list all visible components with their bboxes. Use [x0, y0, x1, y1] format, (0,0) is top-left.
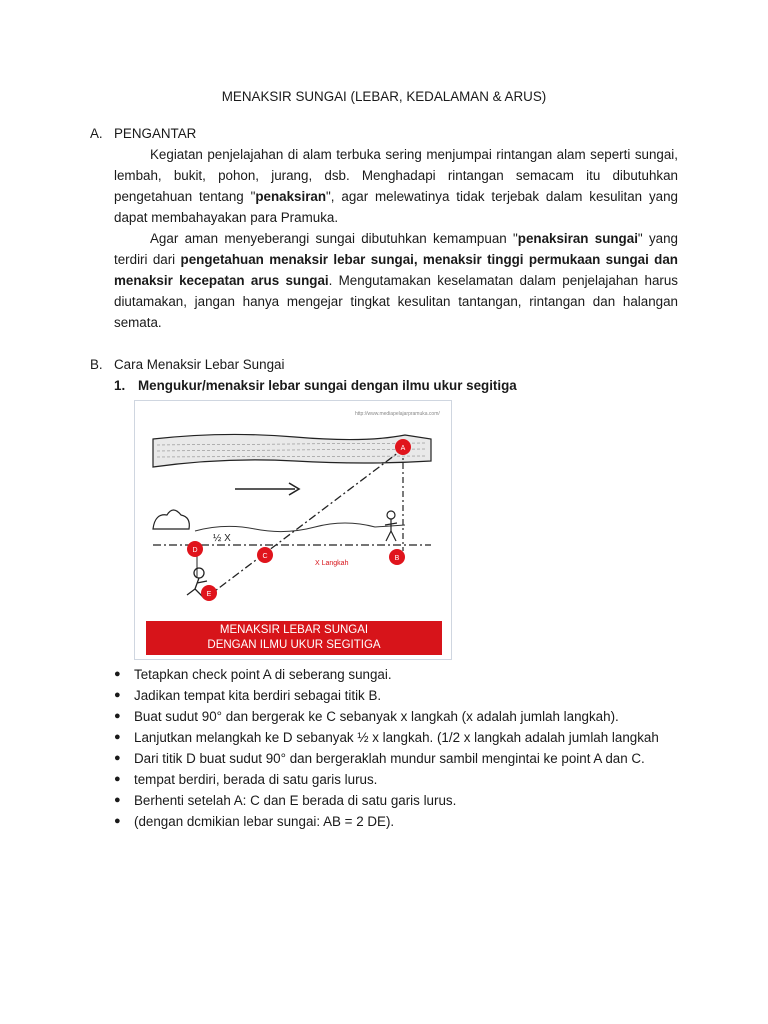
p2-text-1: Agar aman menyeberangi sungai dibutuhkan kemampuan " [150, 231, 518, 246]
line-eca [207, 449, 403, 597]
section-a-heading [90, 123, 678, 144]
river-flow-arrow-icon [235, 483, 299, 495]
river-width-diagram [134, 400, 452, 660]
list-item-text: Lanjutkan melangkah ke D sebanyak ½ x langkah. (1/2 x langkah adalah jumlah langkah [134, 730, 659, 745]
section-b-heading [90, 354, 678, 375]
p2-bold-1: penaksiran sungai [517, 231, 638, 246]
bullet-icon: ● [114, 752, 121, 764]
bullet-icon: ● [114, 689, 121, 701]
marker-e-label: E [206, 591, 212, 598]
section-b-label: B. [90, 357, 103, 372]
intro-paragraph-1 [114, 144, 678, 228]
section-a-title: PENGANTAR [114, 126, 197, 141]
marker-d [187, 541, 203, 557]
x-steps-label: X Langkah [315, 560, 349, 567]
list-item [114, 748, 678, 769]
marker-a [395, 439, 411, 455]
bullet-icon: ● [114, 773, 121, 785]
p2-bold-2: pengetahuan menaksir lebar sungai, menaksir tinggi permukaan sungai dan menaksir kecepatan arus sungai [114, 252, 678, 288]
subsection-1-number: 1. [114, 378, 126, 393]
banner-line-2: DENGAN ILMU UKUR SEGITIGA [207, 639, 381, 651]
spacer [90, 333, 678, 354]
bullet-icon: ● [114, 815, 121, 827]
list-item [114, 727, 678, 748]
list-item [114, 811, 678, 832]
p2-text-3: . Mengutamakan keselamatan dalam penjelajahan harus diutamakan, jangan hanya mengejar tingkat kesulitan tantangan, rintangan dan halangan semata. [114, 273, 678, 330]
list-item-text: Dari titik D buat sudut 90° dan bergeraklah mundur sambil mengintai ke point A dan C. [134, 751, 645, 766]
marker-a-label: A [400, 445, 406, 452]
marker-c-label: C [262, 553, 268, 560]
marker-c [257, 547, 273, 563]
list-item-text: Jadikan tempat kita berdiri sebagai titik B. [134, 688, 382, 703]
p1-bold-1: penaksiran [255, 189, 327, 204]
figure-banner [146, 621, 442, 655]
bullet-icon: ● [114, 668, 121, 680]
p1-text-2: ", agar melewatinya tidak terjebak dalam kesulitan yang dapat membahayakan para Pramuka. [114, 189, 678, 225]
marker-d-label: D [192, 547, 198, 554]
figure-source-url: http://www.mediapelajarpramuka.com/ [355, 411, 440, 417]
bullet-icon: ● [114, 710, 121, 722]
marker-b-label: B [394, 555, 400, 562]
list-item [114, 769, 678, 790]
half-x-label: ½ X [213, 533, 231, 544]
list-item-text: Tetapkan check point A di seberang sungai. [134, 667, 392, 682]
list-item-text: Buat sudut 90° dan bergerak ke C sebanyak x langkah (x adalah jumlah langkah). [134, 709, 619, 724]
diagram-illustration [135, 401, 451, 621]
list-item-text: tempat berdiri, berada di satu garis lurus. [134, 772, 378, 787]
section-b-title: Cara Menaksir Lebar Sungai [114, 357, 285, 372]
steps-list [114, 664, 678, 832]
list-item [114, 685, 678, 706]
list-item [114, 664, 678, 685]
list-item-text: (dengan dcmikian lebar sungai: AB = 2 DE). [134, 814, 395, 829]
list-item [114, 790, 678, 811]
p1-text-1: Kegiatan penjelajahan di alam terbuka sering menjumpai rintangan alam seperti sungai, lembah, bukit, pohon, jurang, dsb. Menghadapi rintangan semacam itu dibutuhkan pengetahuan tentang " [114, 147, 678, 204]
list-item [114, 706, 678, 727]
bullet-icon: ● [114, 731, 121, 743]
p2-text-2: " yang terdiri dari [114, 231, 678, 267]
subsection-1 [114, 375, 678, 396]
marker-b [389, 549, 405, 565]
marker-e [201, 585, 217, 601]
section-a-label: A. [90, 126, 103, 141]
subsection-1-title: Mengukur/menaksir lebar sungai dengan ilmu ukur segitiga [138, 378, 517, 393]
document-page [90, 86, 678, 832]
bush-icon [153, 510, 189, 529]
list-item-text: Berhenti setelah A: C dan E berada di satu garis lurus. [134, 793, 457, 808]
banner-line-1: MENAKSIR LEBAR SUNGAI [219, 624, 369, 636]
document-title: MENAKSIR SUNGAI (LEBAR, KEDALAMAN & ARUS) [221, 89, 547, 104]
intro-paragraph-2 [114, 228, 678, 333]
bullet-icon: ● [114, 794, 121, 806]
far-riverbank [153, 434, 431, 467]
